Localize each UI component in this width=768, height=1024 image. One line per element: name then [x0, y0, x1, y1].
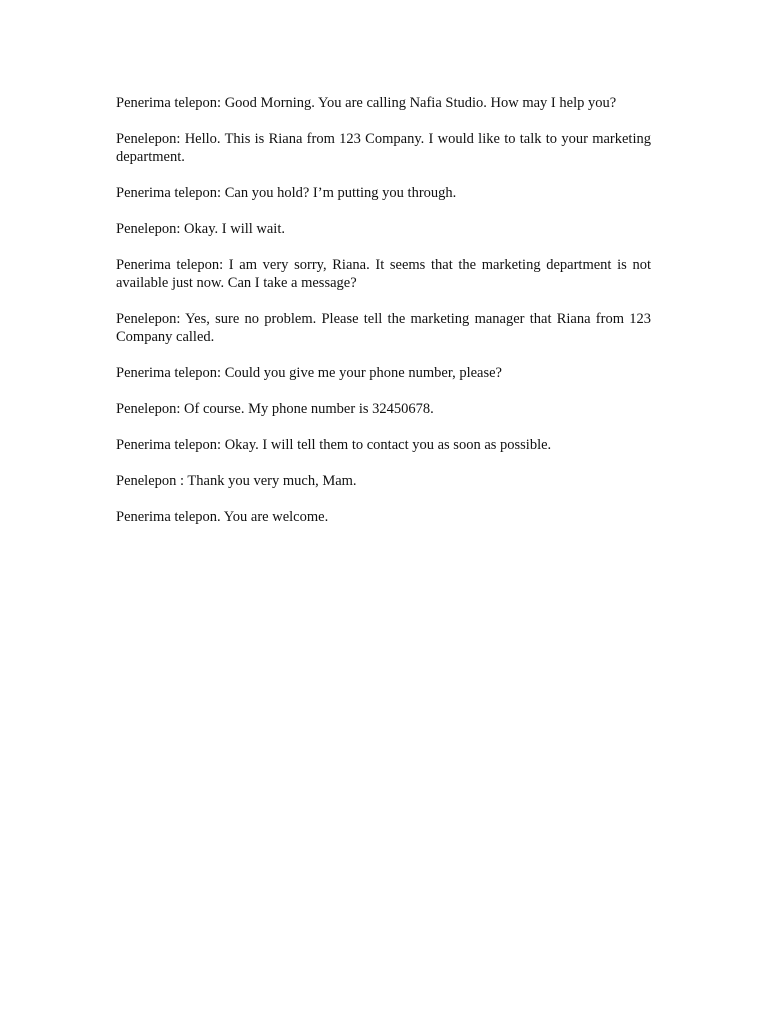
dialogue-line: Penerima telepon: I am very sorry, Riana. It seems that the marketing department is not available just now. Can I take a message? [116, 257, 651, 291]
dialogue-line: Penerima telepon: Okay. I will tell them to contact you as soon as possible. [116, 437, 552, 453]
dialogue-line: Penelepon: Of course. My phone number is 32450678. [116, 401, 434, 417]
dialogue-line: Penelepon: Okay. I will wait. [116, 221, 285, 237]
dialogue-line: Penelepon: Yes, sure no problem. Please tell the marketing manager that Riana from 123 Company called. [116, 311, 651, 345]
dialogue-text [116, 94, 651, 544]
dialogue-line: Penerima telepon: Good Morning. You are calling Nafia Studio. How may I help you? [116, 95, 617, 111]
dialogue-line: Penelepon : Thank you very much, Mam. [116, 473, 357, 489]
dialogue-line: Penerima telepon: Could you give me your phone number, please? [116, 365, 502, 381]
dialogue-line: Penerima telepon. You are welcome. [116, 509, 329, 525]
dialogue-line: Penerima telepon: Can you hold? I’m putting you through. [116, 185, 457, 201]
dialogue-line: Penelepon: Hello. This is Riana from 123 Company. I would like to talk to your marketing department. [116, 131, 651, 165]
